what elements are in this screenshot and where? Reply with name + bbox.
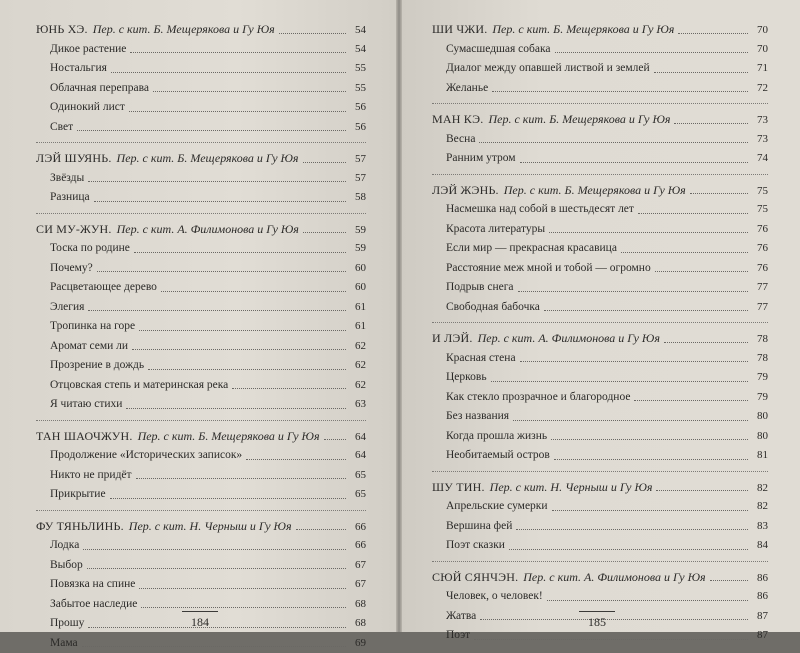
section-separator — [432, 174, 768, 175]
page-number-right — [567, 611, 627, 630]
page-ref: 57 — [350, 169, 366, 189]
poem-title: Весна — [446, 130, 475, 150]
poem-title: Расцветающее дерево — [50, 278, 157, 298]
page-ref: 73 — [752, 130, 768, 150]
poem-title: Свет — [50, 118, 73, 138]
page-ref: 68 — [350, 595, 366, 615]
page-ref: 68 — [350, 614, 366, 634]
poem-title: Дикое растение — [50, 40, 126, 60]
dot-leader — [161, 290, 346, 292]
page-ref: 54 — [350, 21, 366, 41]
poem-title: Элегия — [50, 298, 84, 318]
page-ref: 61 — [350, 317, 366, 337]
toc-entry — [36, 395, 366, 415]
poem-title: Поэт — [446, 626, 470, 646]
dot-leader — [296, 528, 346, 530]
poem-title: Ранним утром — [446, 149, 516, 169]
section-title — [432, 110, 670, 130]
translator-credit: Пер. с кит. Б. Мещерякова и Гу Юя — [492, 22, 674, 36]
poem-title: Апрельские сумерки — [446, 497, 548, 517]
toc-entry — [36, 278, 366, 298]
page-ref: 80 — [752, 407, 768, 427]
dot-leader — [88, 180, 346, 182]
dot-leader — [544, 309, 748, 311]
page-ref: 77 — [752, 278, 768, 298]
dot-leader — [77, 129, 346, 131]
poem-title: Жатва — [446, 607, 476, 627]
author-name: ЮНЬ ХЭ. — [36, 22, 88, 36]
dot-leader — [82, 645, 346, 647]
dot-leader — [654, 71, 748, 73]
page-ref: 79 — [752, 388, 768, 408]
page-ref: 59 — [350, 221, 366, 241]
toc-section-heading — [432, 568, 768, 588]
toc-entry — [432, 427, 768, 447]
translator-credit: Пер. с кит. Н. Черныш и Гу Юя — [129, 519, 292, 533]
page-ref: 65 — [350, 485, 366, 505]
dot-leader — [303, 231, 346, 233]
poem-title: Разница — [50, 188, 90, 208]
dot-leader — [547, 599, 748, 601]
page-ref: 60 — [350, 259, 366, 279]
dot-leader — [678, 32, 748, 34]
toc-entry — [432, 200, 768, 220]
dot-leader — [520, 360, 748, 362]
page-ref: 64 — [350, 446, 366, 466]
poem-title: Красная стена — [446, 349, 516, 369]
toc-entry — [432, 517, 768, 537]
right-toc — [432, 20, 768, 646]
toc-entry — [432, 536, 768, 556]
poem-title: Отцовская степь и материнская река — [50, 376, 228, 396]
toc-entry — [432, 259, 768, 279]
page-ref: 87 — [752, 626, 768, 646]
page-ref: 66 — [350, 518, 366, 538]
toc-entry — [36, 485, 366, 505]
section-title — [36, 149, 299, 169]
page-ref: 67 — [350, 575, 366, 595]
dot-leader — [549, 231, 748, 233]
translator-credit: Пер. с кит. Б. Мещерякова и Гу Юя — [504, 183, 686, 197]
poem-title: Расстояние меж мной и тобой — огромно — [446, 259, 651, 279]
toc-section-heading — [36, 220, 366, 240]
dot-leader — [518, 290, 748, 292]
dot-leader — [83, 548, 346, 550]
poem-title: Повязка на спине — [50, 575, 135, 595]
poem-title: Забытое наследие — [50, 595, 137, 615]
page-ref: 56 — [350, 118, 366, 138]
page-ref: 82 — [752, 479, 768, 499]
page-ref: 78 — [752, 330, 768, 350]
page-ref: 55 — [350, 59, 366, 79]
poem-title: Диалог между опавшей листвой и землей — [446, 59, 650, 79]
dot-leader — [148, 368, 346, 370]
page-ref: 70 — [752, 21, 768, 41]
dot-leader — [520, 161, 748, 163]
page-ref: 76 — [752, 220, 768, 240]
dot-leader — [132, 348, 346, 350]
dot-leader — [551, 438, 748, 440]
translator-credit: Пер. с кит. Н. Черныш и Гу Юя — [490, 480, 653, 494]
author-name: ЛЭЙ ШУЯНЬ. — [36, 151, 112, 165]
page-ref: 62 — [350, 337, 366, 357]
dot-leader — [88, 309, 346, 311]
dot-leader — [130, 51, 346, 53]
page-ref: 76 — [752, 239, 768, 259]
page-ref: 75 — [752, 200, 768, 220]
page-ref: 63 — [350, 395, 366, 415]
dot-leader — [139, 587, 346, 589]
toc-entry — [432, 149, 768, 169]
dot-leader — [474, 638, 748, 640]
dot-leader — [710, 579, 748, 581]
section-title — [36, 517, 292, 537]
poem-title: Прошу — [50, 614, 84, 634]
dot-leader — [141, 606, 346, 608]
dot-leader — [638, 212, 748, 214]
translator-credit: Пер. с кит. А. Филимонова и Гу Юя — [523, 570, 705, 584]
page-ref: 76 — [752, 259, 768, 279]
toc-entry — [432, 239, 768, 259]
toc-entry — [36, 356, 366, 376]
dot-leader — [554, 458, 748, 460]
page-ref: 58 — [350, 188, 366, 208]
poem-title: Ностальгия — [50, 59, 107, 79]
poem-title: Красота литературы — [446, 220, 545, 240]
page-ref: 70 — [752, 40, 768, 60]
toc-section-heading — [36, 149, 366, 169]
poem-title: Сумасшедшая собака — [446, 40, 551, 60]
dot-leader — [232, 387, 346, 389]
poem-title: Одинокий лист — [50, 98, 125, 118]
page-ref: 60 — [350, 278, 366, 298]
dot-leader — [513, 419, 748, 421]
toc-entry — [432, 130, 768, 150]
poem-title: Мама — [50, 634, 78, 653]
dot-leader — [664, 341, 748, 343]
poem-title: Церковь — [446, 368, 487, 388]
author-name: СИ МУ-ЖУН. — [36, 222, 112, 236]
section-separator — [432, 103, 768, 104]
poem-title: Продолжение «Исторических записок» — [50, 446, 242, 466]
dot-leader — [621, 251, 748, 253]
dot-leader — [97, 270, 346, 272]
page-ref: 55 — [350, 79, 366, 99]
dot-leader — [655, 270, 748, 272]
toc-section-heading — [36, 427, 366, 447]
poem-title: Никто не придёт — [50, 466, 132, 486]
dot-leader — [94, 200, 346, 202]
poem-title: Я читаю стихи — [50, 395, 122, 415]
page-ref: 59 — [350, 239, 366, 259]
toc-entry — [36, 317, 366, 337]
page-ref: 75 — [752, 182, 768, 202]
toc-section-heading — [432, 329, 768, 349]
page-ref: 57 — [350, 150, 366, 170]
toc-section-heading — [432, 181, 768, 201]
page-ref: 65 — [350, 466, 366, 486]
section-separator — [36, 142, 366, 143]
author-name: ФУ ТЯНЬЛИНЬ. — [36, 519, 124, 533]
poem-title: Вершина фей — [446, 517, 512, 537]
poem-title: Облачная переправа — [50, 79, 149, 99]
dot-leader — [136, 477, 346, 479]
dot-leader — [279, 32, 346, 34]
poem-title: Тоска по родине — [50, 239, 130, 259]
toc-entry — [36, 79, 366, 99]
section-title — [432, 568, 706, 588]
dot-leader — [555, 51, 749, 53]
dot-leader — [492, 90, 748, 92]
dot-leader — [479, 141, 748, 143]
page-ref: 62 — [350, 356, 366, 376]
dot-leader — [690, 192, 748, 194]
poem-title: Почему? — [50, 259, 93, 279]
poem-title: Когда прошла жизнь — [446, 427, 547, 447]
toc-entry — [432, 587, 768, 607]
translator-credit: Пер. с кит. А. Филимонова и Гу Юя — [117, 222, 299, 236]
poem-title: Выбор — [50, 556, 83, 576]
page-number-text: 185 — [588, 615, 606, 629]
author-name: СЮЙ СЯНЧЭН. — [432, 570, 518, 584]
section-title — [432, 478, 652, 498]
poem-title: Подрыв снега — [446, 278, 514, 298]
page-ref: 87 — [752, 607, 768, 627]
toc-entry — [36, 188, 366, 208]
author-name: ШИ ЧЖИ. — [432, 22, 487, 36]
toc-section-heading — [432, 478, 768, 498]
poem-title: Прозрение в дождь — [50, 356, 144, 376]
dot-leader — [656, 489, 748, 491]
page-ref: 62 — [350, 376, 366, 396]
dot-leader — [303, 161, 346, 163]
page-ref: 66 — [350, 536, 366, 556]
dot-leader — [246, 458, 346, 460]
toc-entry — [432, 79, 768, 99]
poem-title: Человек, о человек! — [446, 587, 543, 607]
translator-credit: Пер. с кит. Б. Мещерякова и Гу Юя — [138, 429, 320, 443]
poem-title: Необитаемый остров — [446, 446, 550, 466]
poem-title: Звёзды — [50, 169, 84, 189]
section-separator — [36, 510, 366, 511]
toc-entry — [36, 556, 366, 576]
section-separator — [36, 420, 366, 421]
section-separator — [432, 322, 768, 323]
poem-title: Желанье — [446, 79, 488, 99]
page-ref: 69 — [350, 634, 366, 653]
toc-entry — [36, 98, 366, 118]
section-title — [432, 181, 686, 201]
toc-entry — [36, 337, 366, 357]
section-title — [36, 220, 299, 240]
page-ref: 74 — [752, 149, 768, 169]
page-ref: 77 — [752, 298, 768, 318]
toc-entry — [432, 407, 768, 427]
page-ref: 83 — [752, 517, 768, 537]
dot-leader — [153, 90, 346, 92]
translator-credit: Пер. с кит. Б. Мещерякова и Гу Юя — [93, 22, 275, 36]
toc-entry — [36, 239, 366, 259]
toc-entry — [36, 446, 366, 466]
author-name: ТАН ШАОЧЖУН. — [36, 429, 133, 443]
toc-section-heading — [36, 20, 366, 40]
toc-entry — [36, 59, 366, 79]
toc-entry — [432, 278, 768, 298]
toc-entry — [36, 40, 366, 60]
dot-leader — [509, 548, 748, 550]
dot-leader — [134, 251, 346, 253]
poem-title: Тропинка на горе — [50, 317, 135, 337]
dot-leader — [126, 407, 346, 409]
section-title — [432, 329, 660, 349]
toc-entry — [432, 368, 768, 388]
page-ref: 72 — [752, 79, 768, 99]
page-ref: 86 — [752, 569, 768, 589]
page-ref: 81 — [752, 446, 768, 466]
toc-entry — [36, 118, 366, 138]
toc-entry — [432, 388, 768, 408]
page-ref: 82 — [752, 497, 768, 517]
right-page — [402, 0, 800, 632]
page-ref: 67 — [350, 556, 366, 576]
page-ref: 78 — [752, 349, 768, 369]
page-number-left — [170, 611, 230, 630]
section-separator — [432, 471, 768, 472]
toc-entry — [36, 536, 366, 556]
page-ref: 54 — [350, 40, 366, 60]
translator-credit: Пер. с кит. А. Филимонова и Гу Юя — [478, 331, 660, 345]
toc-entry — [432, 40, 768, 60]
poem-title: Насмешка над собой в шестьдесят лет — [446, 200, 634, 220]
poem-title: Без названия — [446, 407, 509, 427]
author-name: МАН КЭ. — [432, 112, 483, 126]
section-title — [36, 20, 275, 40]
left-page — [0, 0, 396, 632]
section-separator — [36, 213, 366, 214]
toc-entry — [36, 575, 366, 595]
author-name: ЛЭЙ ЖЭНЬ. — [432, 183, 499, 197]
toc-section-heading — [432, 110, 768, 130]
author-name: И ЛЭЙ. — [432, 331, 473, 345]
toc-entry — [432, 298, 768, 318]
toc-entry — [432, 59, 768, 79]
section-title — [36, 427, 320, 447]
translator-credit: Пер. с кит. Б. Мещерякова и Гу Юя — [117, 151, 299, 165]
toc-entry — [36, 169, 366, 189]
poem-title: Аромат семи ли — [50, 337, 128, 357]
toc-entry — [432, 220, 768, 240]
section-separator — [432, 561, 768, 562]
toc-entry — [36, 259, 366, 279]
toc-entry — [36, 298, 366, 318]
toc-section-heading — [432, 20, 768, 40]
page-ref: 73 — [752, 111, 768, 131]
dot-leader — [674, 122, 748, 124]
page-ref: 56 — [350, 98, 366, 118]
folio-rule — [182, 611, 218, 612]
section-title — [432, 20, 674, 40]
toc-entry — [432, 446, 768, 466]
dot-leader — [516, 528, 748, 530]
page-ref: 86 — [752, 587, 768, 607]
poem-title: Прикрытие — [50, 485, 106, 505]
left-toc — [36, 20, 366, 653]
poem-title: Лодка — [50, 536, 79, 556]
toc-section-heading — [36, 517, 366, 537]
page-ref: 84 — [752, 536, 768, 556]
toc-entry — [432, 497, 768, 517]
dot-leader — [552, 509, 748, 511]
poem-title: Поэт сказки — [446, 536, 505, 556]
toc-entry — [36, 466, 366, 486]
dot-leader — [111, 71, 346, 73]
poem-title: Если мир — прекрасная красавица — [446, 239, 617, 259]
dot-leader — [634, 399, 748, 401]
author-name: ШУ ТИН. — [432, 480, 485, 494]
poem-title: Как стекло прозрачное и благородное — [446, 388, 630, 408]
folio-rule — [579, 611, 615, 612]
dot-leader — [139, 329, 346, 331]
toc-entry — [36, 376, 366, 396]
page-ref: 80 — [752, 427, 768, 447]
page-ref: 64 — [350, 428, 366, 448]
page-number-text: 184 — [191, 615, 209, 629]
toc-entry — [432, 349, 768, 369]
poem-title: Свободная бабочка — [446, 298, 540, 318]
page-ref: 61 — [350, 298, 366, 318]
translator-credit: Пер. с кит. Б. Мещерякова и Гу Юя — [488, 112, 670, 126]
page-ref: 79 — [752, 368, 768, 388]
toc-entry — [36, 634, 366, 653]
page-ref: 71 — [752, 59, 768, 79]
dot-leader — [129, 110, 346, 112]
dot-leader — [110, 497, 346, 499]
dot-leader — [324, 438, 346, 440]
dot-leader — [491, 380, 748, 382]
dot-leader — [87, 567, 346, 569]
